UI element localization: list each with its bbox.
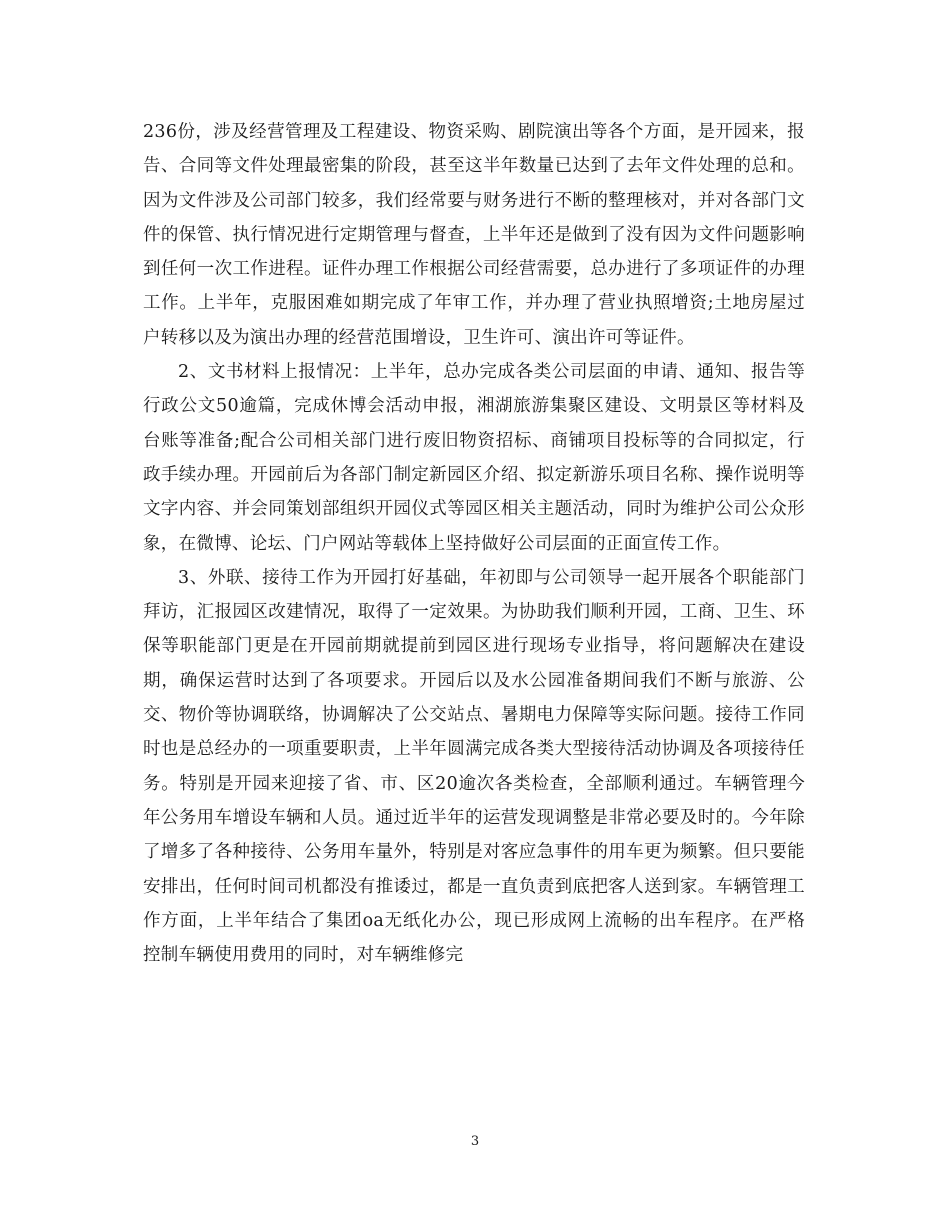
document-body	[143, 115, 805, 972]
paragraph-continued: 236份，涉及经营管理及工程建设、物资采购、剧院演出等各个方面，是开园来，报告、合同等文件处理最密集的阶段，甚至这半年数量已达到了去年文件处理的总和。因为文件涉及公司部门较多，我们经常要与财务进行不断的整理核对，并对各部门文件的保管、执行情况进行定期管理与督查，上半年还是做到了没有因为文件问题影响到任何一次工作进程。证件办理工作根据公司经营需要，总办进行了多项证件的办理工作。上半年，克服困难如期完成了年审工作，并办理了营业执照增资;土地房屋过户转移以及为演出办理的经营范围增设，卫生许可、演出许可等证件。	[143, 122, 805, 348]
paragraph-liaison-reception: 3、外联、接待工作为开园打好基础，年初即与公司领导一起开展各个职能部门拜访，汇报园区改建情况，取得了一定效果。为协助我们顺利开园，工商、卫生、环保等职能部门更是在开园前期就提前到园区进行现场专业指导，将问题解决在建设期，确保运营时达到了各项要求。开园后以及水公园准备期间我们不断与旅游、公交、物价等协调联络，协调解决了公交站点、暑期电力保障等实际问题。接待工作同时也是总经办的一项重要职责，上半年圆满完成各类大型接待活动协调及各项接待任务。特别是开园来迎接了省、市、区20逾次各类检查，全部顺利通过。车辆管理今年公务用车增设车辆和人员。通过近半年的运营发现调整是非常必要及时的。今年除了增多了各种接待、公务用车量外，特别是对客应急事件的用车更为频繁。但只要能安排出，任何时间司机都没有推诿过，都是一直负责到底把客人送到家。车辆管理工作方面，上半年结合了集团oa无纸化办公，现已形成网上流畅的出车程序。在严格控制车辆使用费用的同时，对车辆维修完	[143, 567, 805, 966]
page-number: 3	[470, 1134, 480, 1149]
paragraph-document-reporting: 2、文书材料上报情况：上半年，总办完成各类公司层面的申请、通知、报告等行政公文50逾篇，完成休博会活动申报，湘湖旅游集聚区建设、文明景区等材料及台账等准备;配合公司相关部门进行废旧物资招标、商铺项目投标等的合同拟定，行政手续办理。开园前后为各部门制定新园区介绍、拟定新游乐项目名称、操作说明等文字内容、并会同策划部组织开园仪式等园区相关主题活动，同时为维护公司公众形象，在微博、论坛、门户网站等载体上坚持做好公司层面的正面宣传工作。	[143, 362, 805, 554]
